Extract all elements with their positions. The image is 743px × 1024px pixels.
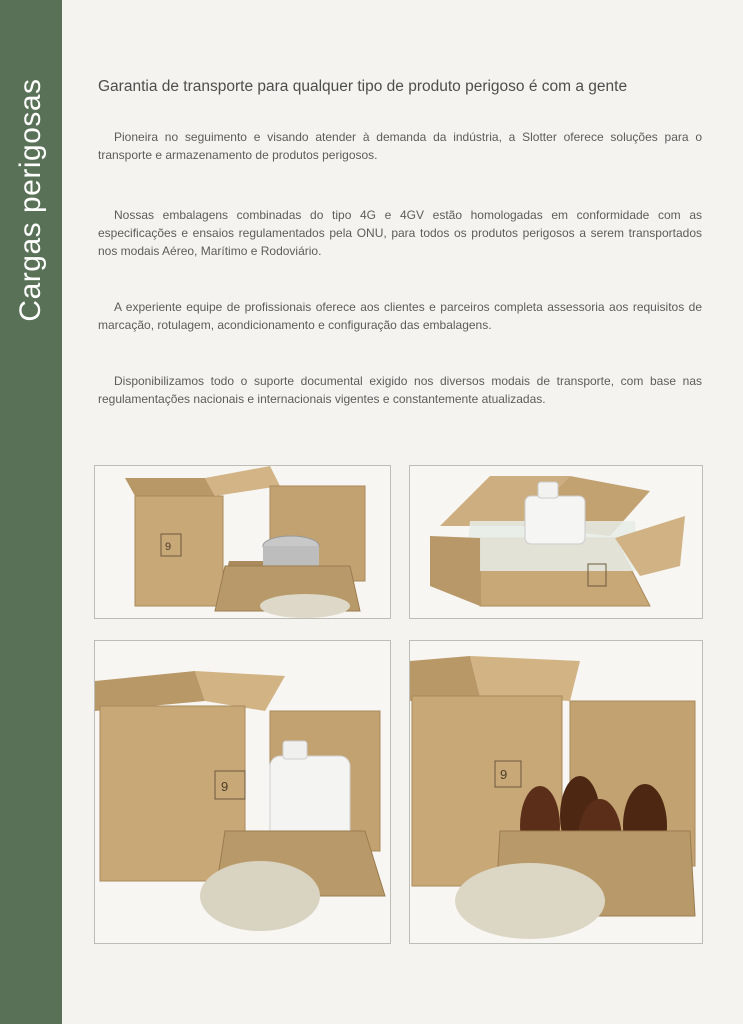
paragraph-1: Pioneira no seguimento e visando atender à demanda da indústria, a Slotter oferece soluções para o transporte e armazenamento de produtos perigosos. xyxy=(98,130,702,162)
paragraph-3: A experiente equipe de profissionais oferece aos clientes e parceiros completa assessoria aos requisitos de marcação, rotulagem, acondicionamento e configuração das embalagens. xyxy=(98,300,702,332)
photo-open-box-with-jerrycan xyxy=(409,465,703,619)
photo-box-with-amber-bottles xyxy=(409,640,703,944)
sidebar-title: Cargas perigosas xyxy=(14,78,47,322)
sidebar-band xyxy=(0,0,62,1024)
hazard-label-9: 9 xyxy=(500,767,508,782)
page-content xyxy=(62,0,743,1024)
hazard-label-9: 9 xyxy=(165,541,172,553)
paragraph-2: Nossas embalagens combinadas do tipo 4G e 4GV estão homologadas em conformidade com as especificações e ensaios regulamentados pela ONU, para todos os produtos perigosos a serem transportados nos modais Aéreo, Marítimo e Rodoviário. xyxy=(98,208,702,258)
hazard-label-9: 9 xyxy=(221,779,229,794)
page-heading: Garantia de transporte para qualquer tipo de produto perigoso é com a gente xyxy=(98,78,628,95)
photo-box-with-white-jerrycan xyxy=(94,640,391,944)
photo-box-with-metal-can xyxy=(94,465,391,619)
paragraph-4: Disponibilizamos todo o suporte documental exigido nos diversos modais de transporte, com base nas regulamentações nacionais e internacionais vigentes e constantemente atualizadas. xyxy=(98,374,702,406)
